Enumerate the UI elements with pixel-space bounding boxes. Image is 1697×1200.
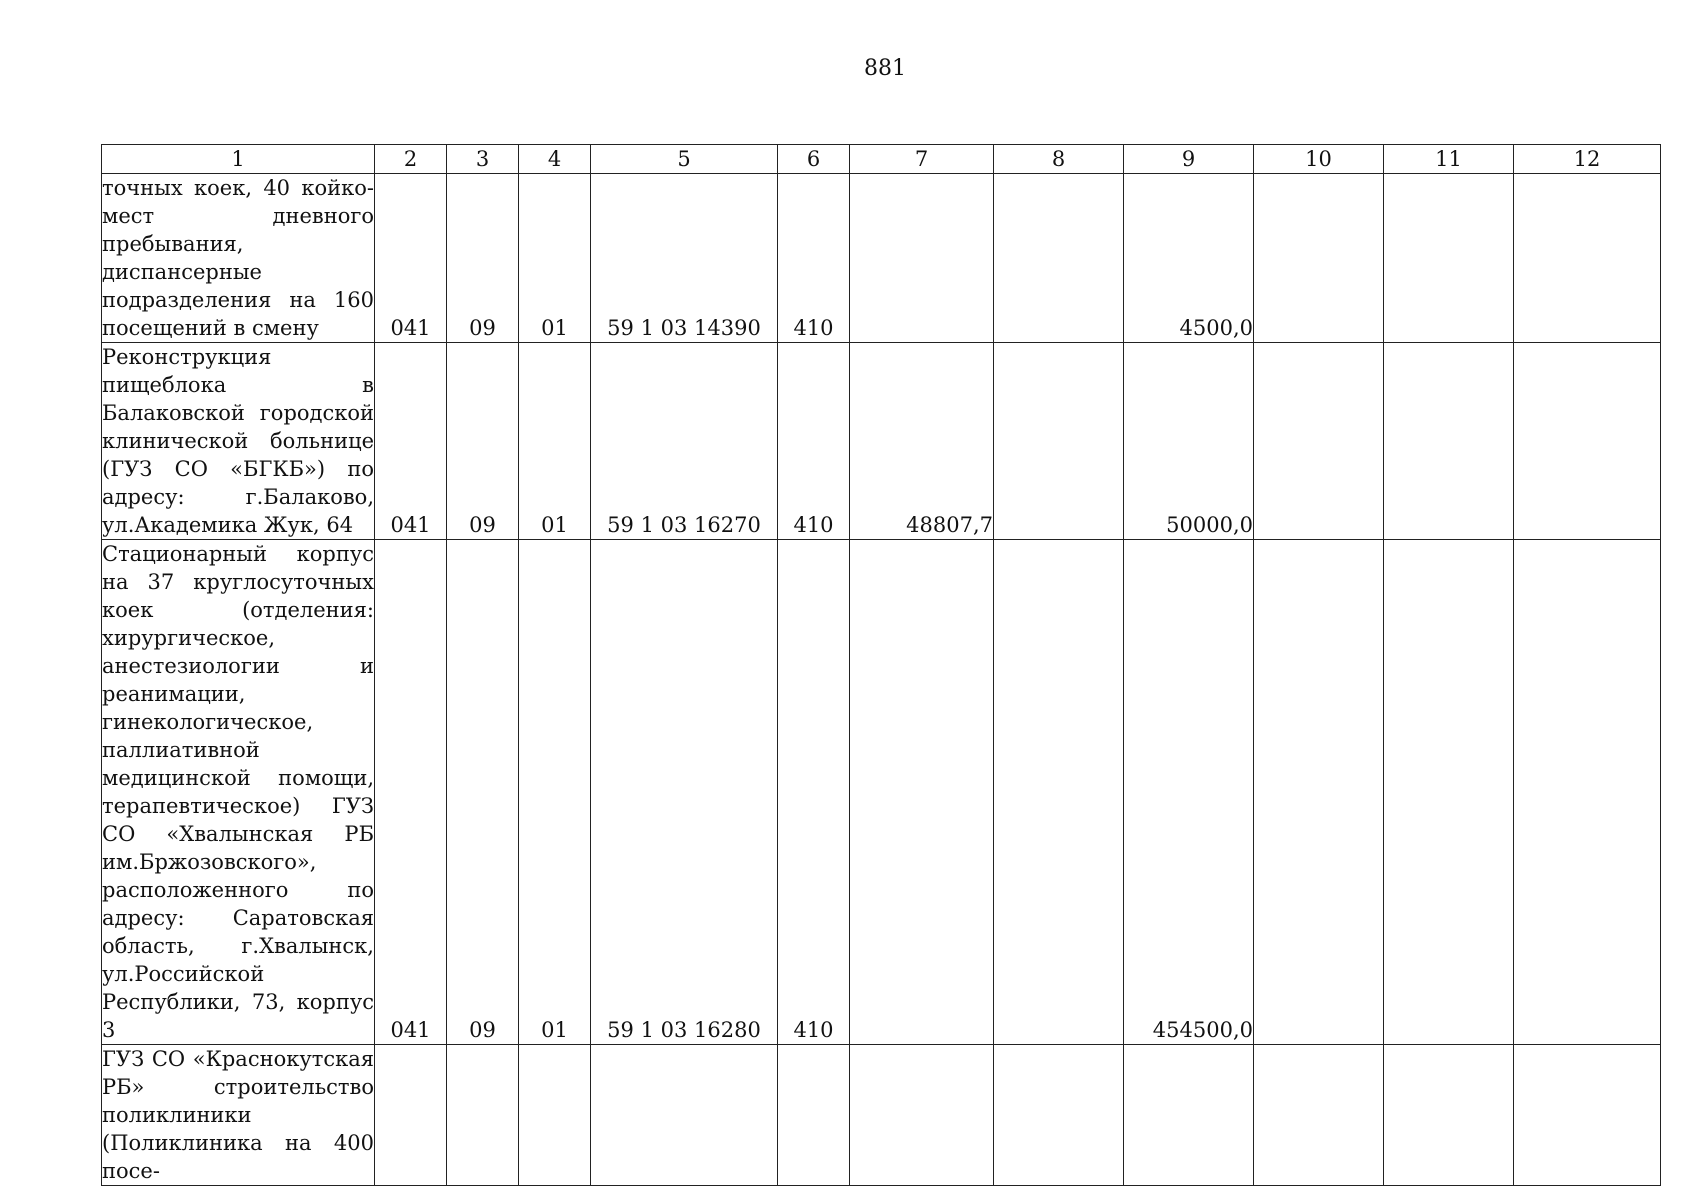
row-description: Реконструкция пищеблока в Балаковской городской клинической больнице (ГУЗ СО «БГКБ») по адресу: г.Балаково, ул.Академика Жук, 64: [102, 343, 375, 540]
cell-ministry-code: [375, 1045, 447, 1186]
cell-col-10: [1254, 174, 1384, 343]
page-number: 881: [864, 56, 906, 81]
cell-col-9: 454500,0: [1124, 540, 1254, 1045]
cell-col-7: [850, 540, 994, 1045]
row-description: ГУЗ СО «Краснокутская РБ» строительство поликлиники (Поликлиника на 400 посе-: [102, 1045, 375, 1186]
column-header: 9: [1124, 145, 1254, 174]
cell-col-12: [1514, 174, 1661, 343]
cell-target-article: 59 1 03 16270: [591, 343, 778, 540]
column-header: 4: [519, 145, 591, 174]
cell-expense-type: 410: [778, 540, 850, 1045]
cell-col-11: [1384, 343, 1514, 540]
cell-col-10: [1254, 343, 1384, 540]
cell-col-11: [1384, 1045, 1514, 1186]
table-row: [102, 1045, 1661, 1186]
cell-ministry-code: 041: [375, 540, 447, 1045]
cell-col-7: [850, 174, 994, 343]
cell-expense-type: [778, 1045, 850, 1186]
column-header: 6: [778, 145, 850, 174]
cell-expense-type: 410: [778, 174, 850, 343]
column-header: 11: [1384, 145, 1514, 174]
cell-col-8: [994, 540, 1124, 1045]
cell-section-code: 09: [447, 343, 519, 540]
column-header: 7: [850, 145, 994, 174]
column-header: 8: [994, 145, 1124, 174]
cell-subsection-code: 01: [519, 174, 591, 343]
column-header: 5: [591, 145, 778, 174]
cell-expense-type: 410: [778, 343, 850, 540]
cell-section-code: 09: [447, 174, 519, 343]
cell-col-12: [1514, 540, 1661, 1045]
cell-col-8: [994, 174, 1124, 343]
row-description: точных коек, 40 койко-мест дневного пребывания, диспансерные подразделения на 160 посещений в смену: [102, 174, 375, 343]
cell-subsection-code: 01: [519, 343, 591, 540]
cell-ministry-code: 041: [375, 343, 447, 540]
column-header: 2: [375, 145, 447, 174]
cell-subsection-code: 01: [519, 540, 591, 1045]
cell-col-12: [1514, 1045, 1661, 1186]
cell-col-9: [1124, 1045, 1254, 1186]
cell-subsection-code: [519, 1045, 591, 1186]
column-header: 12: [1514, 145, 1661, 174]
column-header: 1: [102, 145, 375, 174]
budget-table: [101, 144, 1661, 1186]
cell-target-article: 59 1 03 16280: [591, 540, 778, 1045]
column-header: 10: [1254, 145, 1384, 174]
cell-ministry-code: 041: [375, 174, 447, 343]
cell-col-8: [994, 343, 1124, 540]
cell-col-10: [1254, 1045, 1384, 1186]
cell-col-10: [1254, 540, 1384, 1045]
table-row: [102, 343, 1661, 540]
cell-col-7: [850, 1045, 994, 1186]
cell-section-code: [447, 1045, 519, 1186]
cell-target-article: 59 1 03 14390: [591, 174, 778, 343]
cell-col-9: 4500,0: [1124, 174, 1254, 343]
cell-col-7: 48807,7: [850, 343, 994, 540]
cell-target-article: [591, 1045, 778, 1186]
header-row: [102, 145, 1661, 174]
cell-col-11: [1384, 174, 1514, 343]
cell-col-12: [1514, 343, 1661, 540]
table-row: [102, 174, 1661, 343]
cell-col-11: [1384, 540, 1514, 1045]
column-header: 3: [447, 145, 519, 174]
cell-col-8: [994, 1045, 1124, 1186]
row-description: Стационарный корпус на 37 круглосуточных коек (отделения: хирургическое, анестезиологии и реанимации, гинекологическое, паллиативной медицинской помощи, терапевтическое) ГУЗ СО «Хвалынская РБ им.Бржозовского», расположенного по адресу: Саратовская область, г.Хвалынск, ул.Российской Республики, 73, корпус 3: [102, 540, 375, 1045]
table-row: [102, 540, 1661, 1045]
cell-section-code: 09: [447, 540, 519, 1045]
cell-col-9: 50000,0: [1124, 343, 1254, 540]
